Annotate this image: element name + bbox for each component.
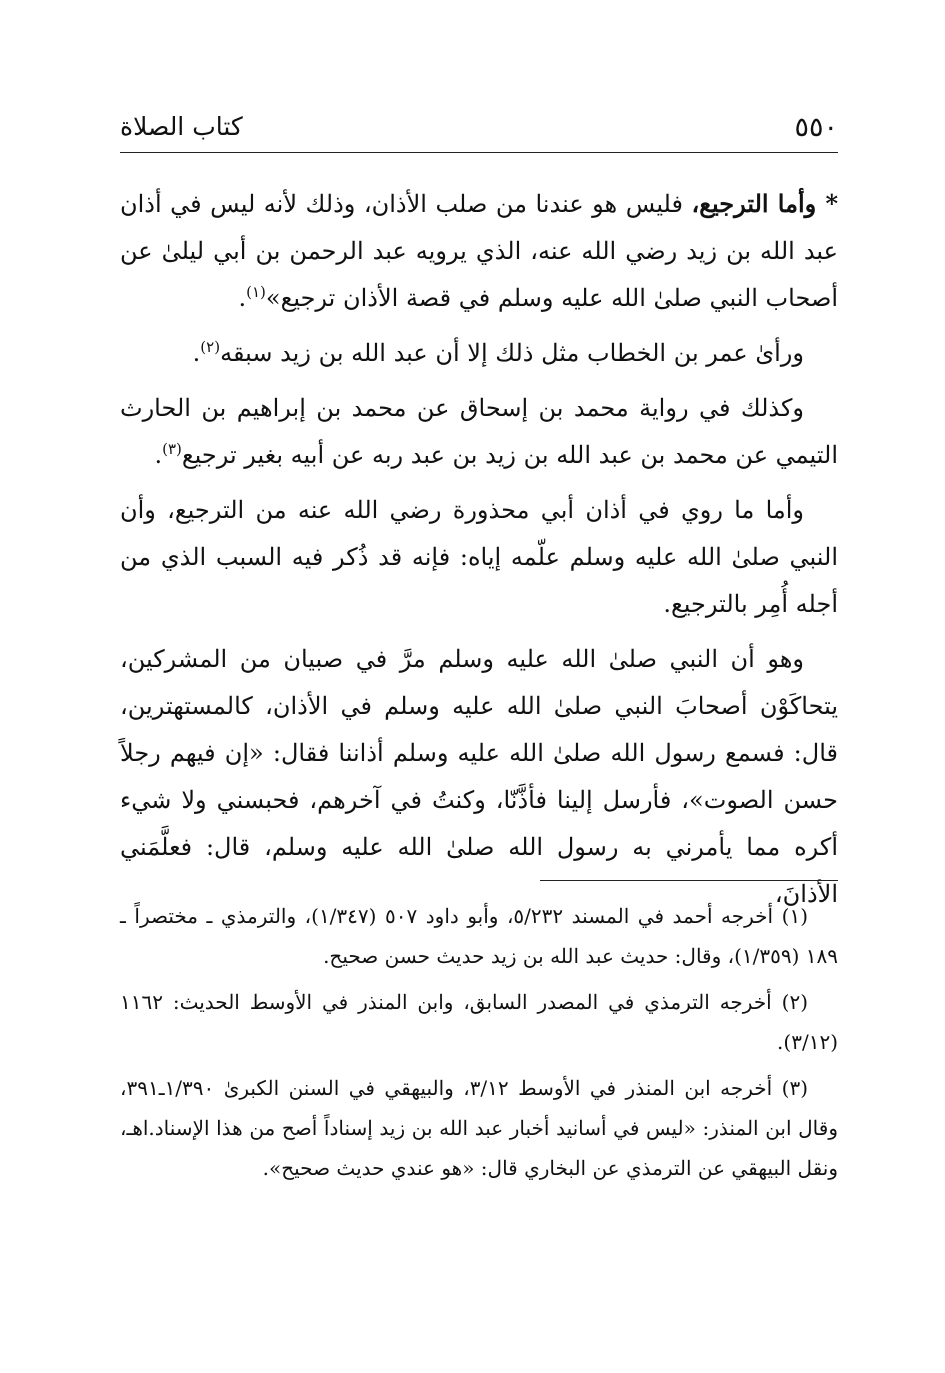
footnote-3: (٣) أخرجه ابن المنذر في الأوسط ٣/١٢، والبيهقي في السنن الكبرىٰ ١/٣٩٠ـ٣٩١، وقال ابن المنذر: «ليس في أسانيد أخبار عبد الله بن زيد إسناداً أصح من هذا الإسناد.اهـ، ونقل البيهقي عن الترمذي عن البخاري قال: «هو عندي حديث صحيح». xyxy=(120,1076,838,1180)
footnote-ref-1: (١) xyxy=(246,283,266,301)
paragraph-lead: * وأما الترجيع، xyxy=(691,189,839,218)
paragraph-text: فليس هو عندنا من صلب الأذان، وذلك لأنه ليس في أذان عبد الله بن زيد رضي الله عنه، الذي يرويه عبد الرحمن بن أبي ليلىٰ عن أصحاب النبي صلىٰ الله عليه وسلم في قصة الأذان ترجيع» xyxy=(120,190,838,312)
paragraph-text: وكذلك في رواية محمد بن إسحاق عن محمد بن إبراهيم بن الحارث التيمي عن محمد بن عبد الله بن زيد بن عبد ربه عن أبيه بغير ترجيع xyxy=(120,394,838,469)
footnote-ref-2: (٢) xyxy=(200,338,221,356)
paragraph-tail: . xyxy=(154,441,163,469)
paragraph-story xyxy=(120,636,838,918)
footnote-2: (٢) أخرجه الترمذي في المصدر السابق، وابن المنذر في الأوسط الحديث: ١١٦٢ (٣/١٢). xyxy=(120,990,838,1054)
paragraph-text: ورأىٰ عمر بن الخطاب مثل ذلك إلا أن عبد الله بن زيد سبقه xyxy=(220,339,804,367)
running-header xyxy=(120,108,838,153)
footnote-1: (١) أخرجه أحمد في المسند ٥/٢٣٢، وأبو داود ٥٠٧ (١/٣٤٧)، والترمذي ـ مختصراً ـ ١٨٩ (١/٣٥٩)، وقال: حديث عبد الله بن زيد حديث حسن صحيح. xyxy=(120,904,838,968)
paragraph-ibn-ishaq xyxy=(120,385,838,479)
paragraph-tarji xyxy=(120,180,838,322)
paragraph-text: وأما ما روي في أذان أبي محذورة رضي الله عنه من الترجيع، وأن النبي صلىٰ الله عليه وسلم علّمه إياه: فإنه قد ذُكر فيه السبب الذي من أجله أُمِر بالترجيع. xyxy=(120,496,838,618)
footnote-ref-3: (٣) xyxy=(162,440,182,458)
paragraph-umar xyxy=(120,330,838,377)
book-title: كتاب الصلاة xyxy=(120,112,243,141)
main-text xyxy=(120,180,838,926)
paragraph-text: وهو أن النبي صلىٰ الله عليه وسلم مرَّ في صبيان من المشركين، يتحاكَوْن أصحابَ النبي صلىٰ الله عليه وسلم في الأذان، كالمستهترين، قال: فسمع رسول الله صلىٰ الله عليه وسلم أذاننا فقال: «إن فيهم رجلاً حسن الصوت»، فأرسل إلينا فأذَّنّا، وكنتُ في آخرهم، فحبسني ولا شيء أكره مما يأمرني به رسول الله صلىٰ الله عليه وسلم، قال: فعلَّمَني الأذانَ، xyxy=(120,645,838,908)
paragraph-tail: . xyxy=(192,339,201,367)
paragraph-abu-mahdhura xyxy=(120,487,838,628)
paragraph-tail: . xyxy=(238,284,247,312)
footnotes xyxy=(120,896,838,1194)
page-number: ٥٥٠ xyxy=(794,112,838,143)
footnote-divider xyxy=(540,880,838,881)
